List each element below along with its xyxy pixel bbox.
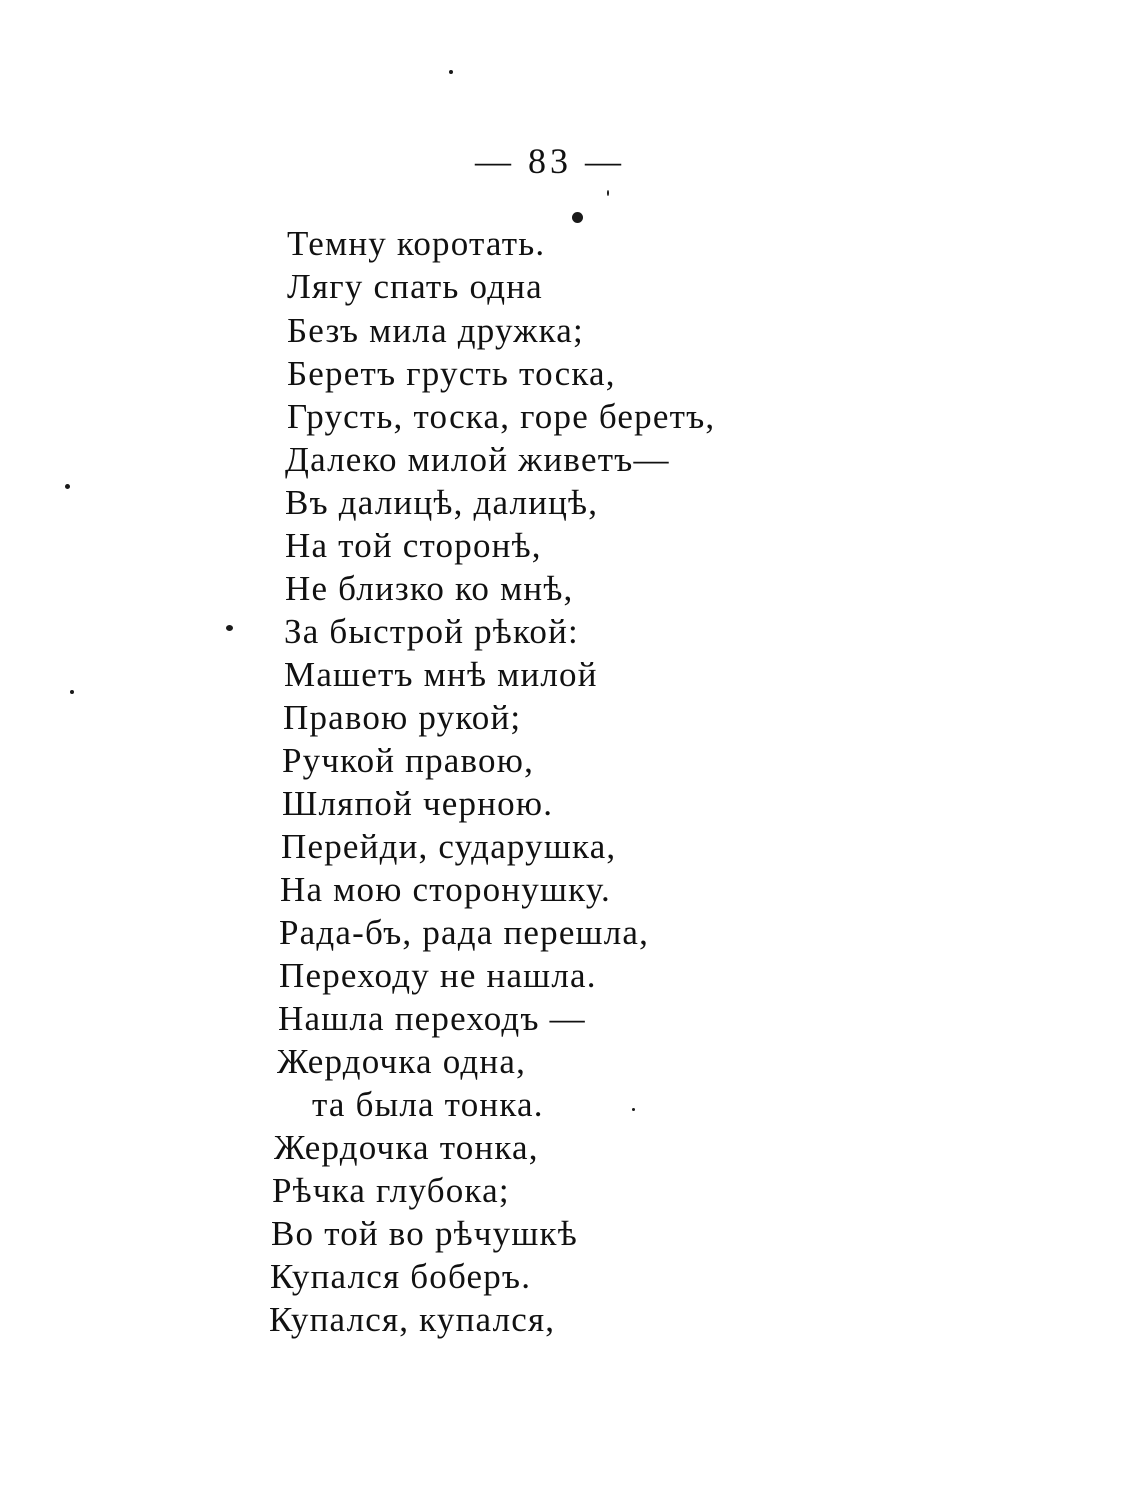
poem-line-18: Переходу не нашла. bbox=[279, 956, 597, 995]
ink-speck bbox=[226, 625, 233, 631]
poem-line-1: Темну коротать. bbox=[287, 224, 546, 263]
poem-line-25: Купался боберъ. bbox=[270, 1257, 532, 1296]
poem-line-21: та была тонка. bbox=[312, 1085, 544, 1124]
poem-line-22: Жердочка тонка, bbox=[274, 1128, 539, 1167]
poem-line-14: Шляпой черною. bbox=[282, 784, 554, 823]
poem-line-6: Далеко милой живетъ— bbox=[285, 440, 670, 479]
poem-line-7: Въ далицѣ, далицѣ, bbox=[285, 483, 599, 522]
poem-line-23: Рѣчка глубока; bbox=[272, 1171, 510, 1210]
poem-line-9: Не близко ко мнѣ, bbox=[285, 569, 574, 608]
poem-line-5: Грусть, тоска, горе беретъ, bbox=[287, 397, 716, 436]
poem-line-11: Машетъ мнѣ милой bbox=[284, 655, 598, 694]
poem-line-3: Безъ мила дружка; bbox=[287, 311, 584, 350]
poem-line-2: Лягу спать одна bbox=[287, 267, 543, 306]
poem-line-10: За быстрой рѣкой: bbox=[284, 612, 579, 651]
ink-speck bbox=[65, 484, 70, 489]
ink-speck bbox=[70, 690, 74, 694]
poem-line-19: Нашла переходъ — bbox=[278, 999, 586, 1038]
ink-speck bbox=[449, 70, 453, 74]
poem-line-12: Правою рукой; bbox=[283, 698, 522, 737]
poem-line-13: Ручкой правою, bbox=[282, 741, 535, 780]
poem-line-20: Жердочка одна, bbox=[277, 1042, 527, 1081]
poem-line-26: Купался, купался, bbox=[269, 1300, 556, 1339]
poem-line-24: Во той во рѣчушкѣ bbox=[271, 1214, 578, 1253]
ink-speck bbox=[572, 212, 583, 223]
poem-line-15: Перейди, сударушка, bbox=[281, 827, 617, 866]
ink-speck bbox=[607, 190, 609, 196]
poem-line-8: На той сторонѣ, bbox=[285, 526, 542, 565]
poem-line-17: Рада-бъ, рада перешла, bbox=[279, 913, 650, 952]
poem-line-4: Беретъ грусть тоска, bbox=[287, 354, 616, 393]
poem-line-16: На мою сторонушку. bbox=[280, 870, 612, 909]
page-number: — 83 — bbox=[475, 141, 625, 181]
ink-speck bbox=[632, 1108, 635, 1111]
